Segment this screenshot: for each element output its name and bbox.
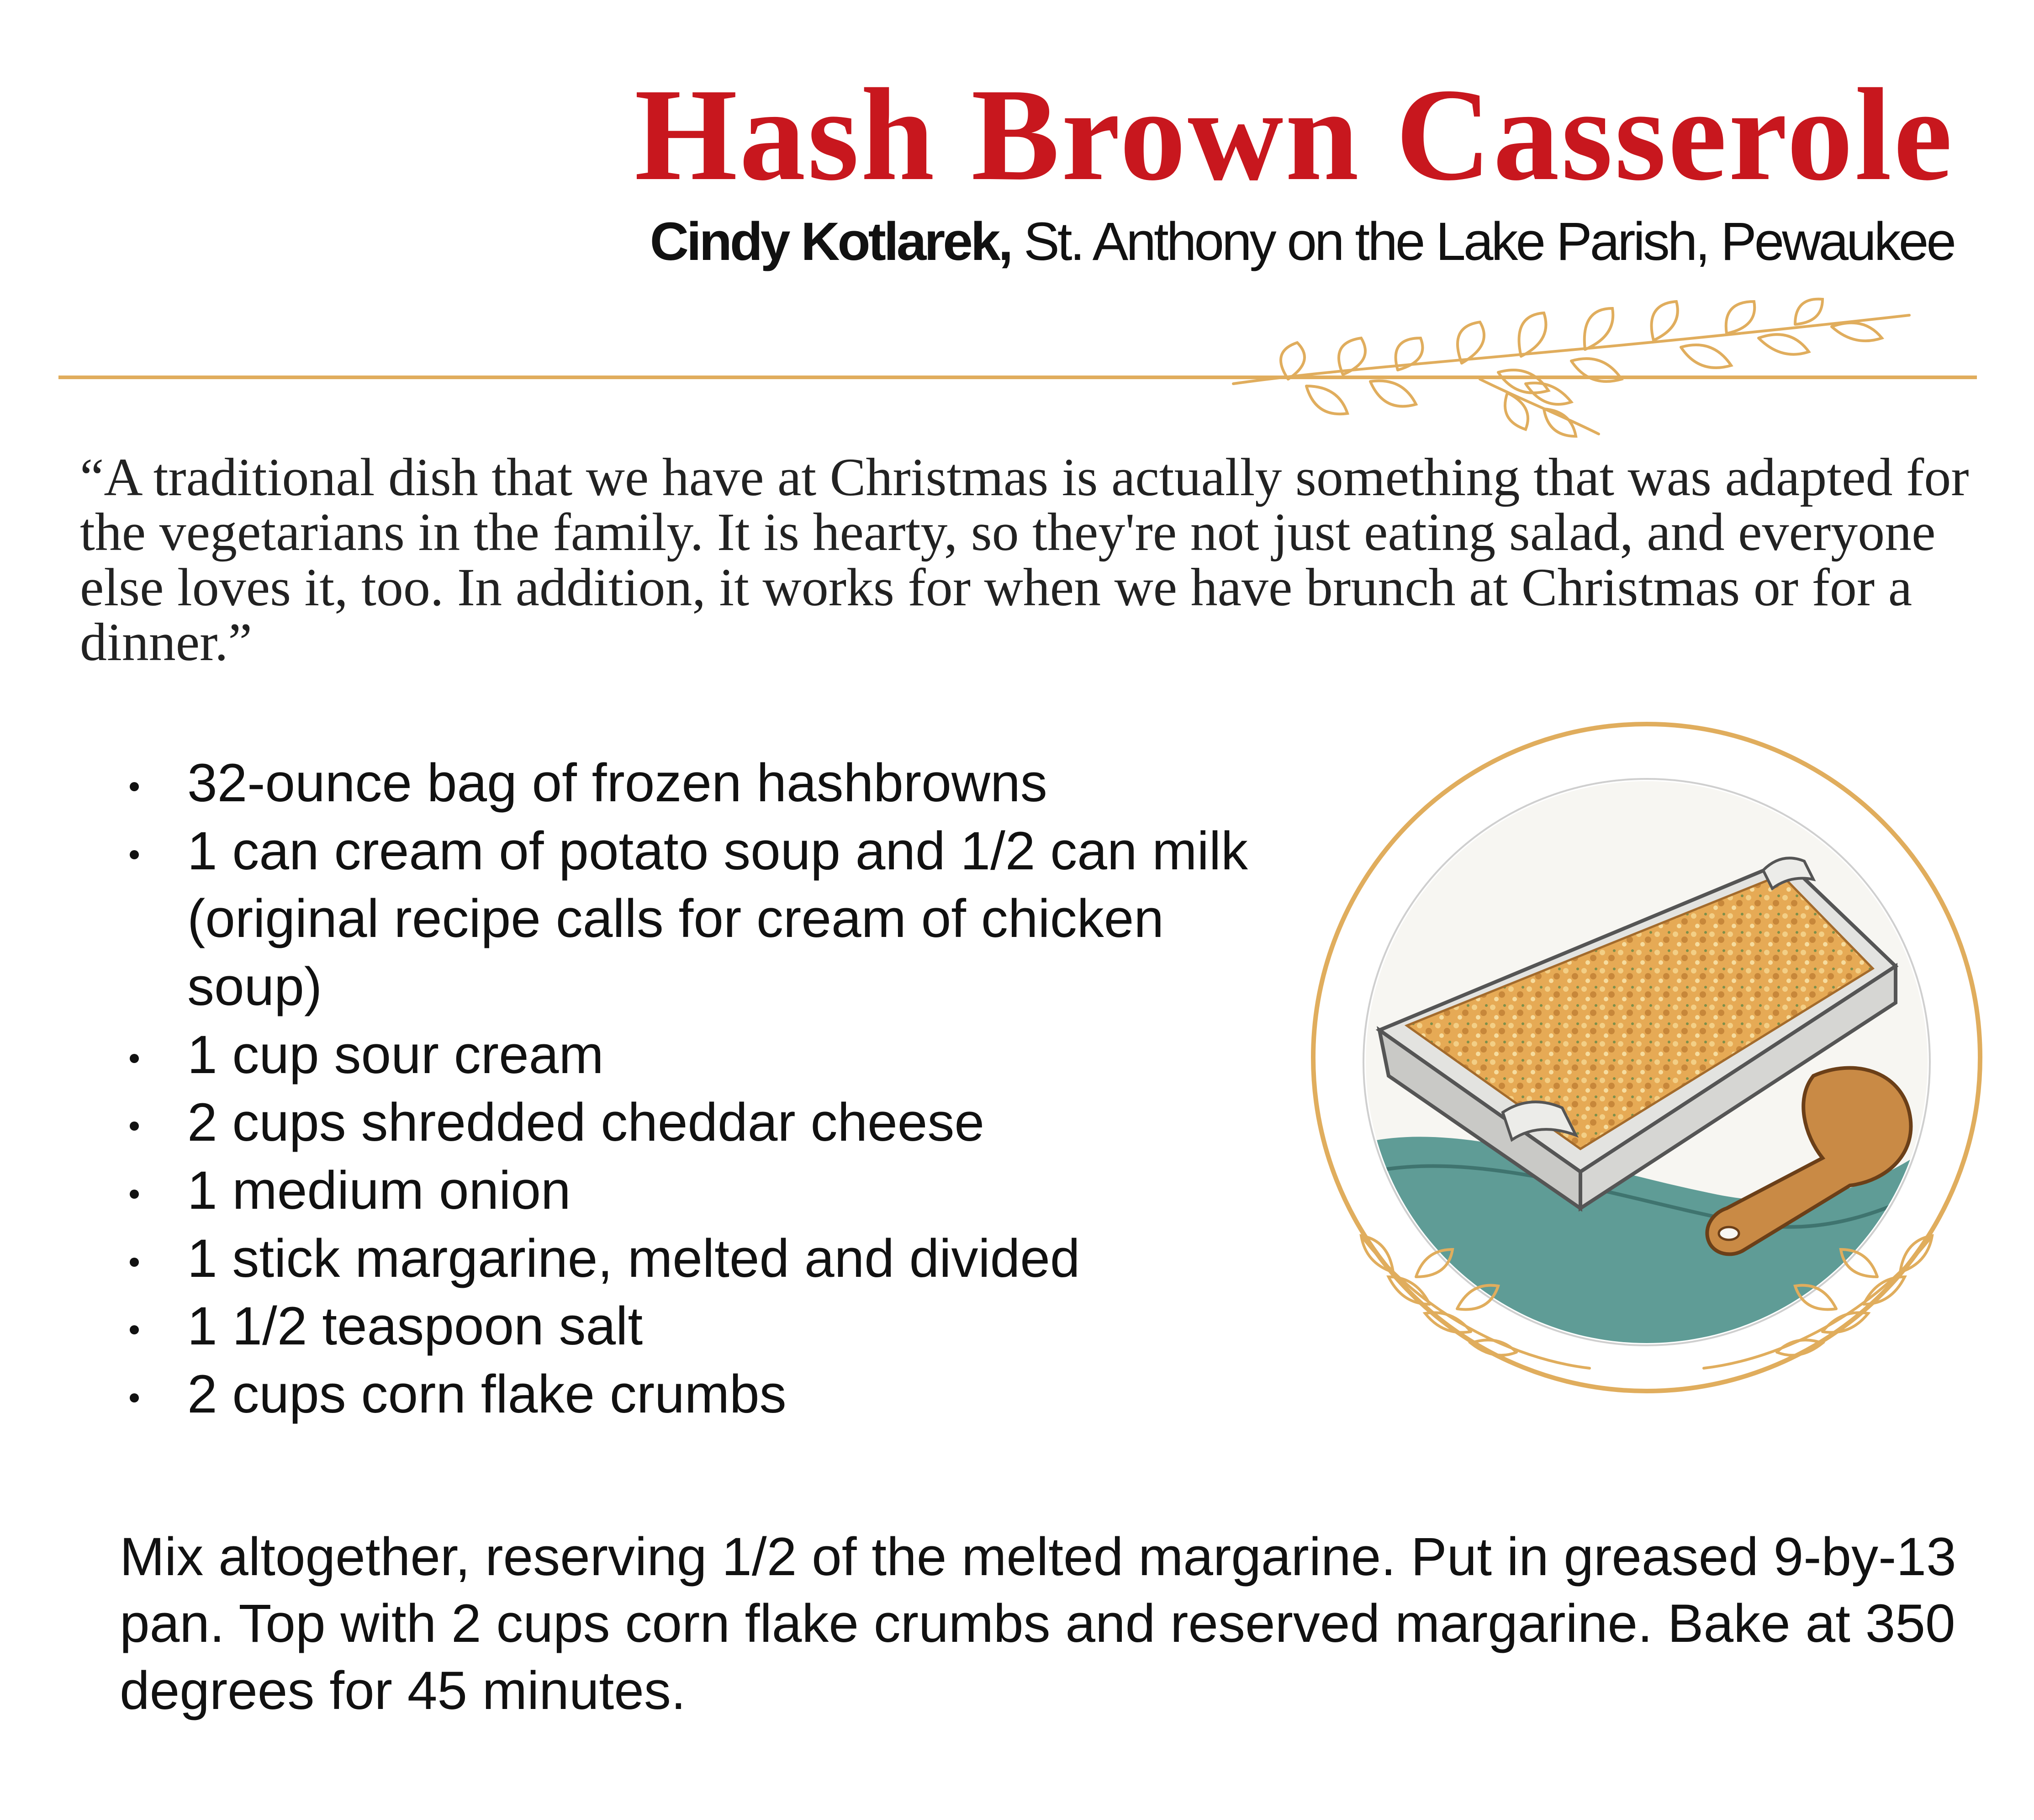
- laurel-sprig-icon: [1224, 297, 1928, 448]
- casserole-dish-illustration: [1306, 710, 1987, 1405]
- author-name: Cindy Kotlarek,: [650, 212, 1011, 272]
- intro-quote: “A traditional dish that we have at Christmas is actually something that was adapted for the vegetarians in the family. It is hearty, so they're not just eating salad, and everyone else loves it, too. In addition, it works for when we have brunch at Christmas or for a dinner.”: [80, 447, 1969, 672]
- ingredient-item: 2 cups corn flake crumbs: [123, 1360, 1288, 1428]
- ingredient-item: 1 cup sour cream: [123, 1021, 1288, 1089]
- directions-text: Mix altogether, reserving 1/2 of the melted margarine. Put in greased 9-by-13 pan. Top with 2 cups corn flake crumbs and reserved margarine. Bake at 350 degrees for 45 minutes.: [120, 1527, 1956, 1721]
- ingredient-item: 1 can cream of potato soup and 1/2 can milk (original recipe calls for cream of chicken soup): [123, 817, 1288, 1021]
- recipe-title: Hash Brown Casserole: [634, 61, 1954, 208]
- ingredient-item: 32-ounce bag of frozen hashbrowns: [123, 749, 1288, 817]
- ingredient-item: 1 stick margarine, melted and divided: [123, 1225, 1288, 1293]
- ingredient-item: 1 medium onion: [123, 1157, 1288, 1225]
- byline: [650, 212, 1954, 272]
- ingredient-item: 1 1/2 teaspoon salt: [123, 1292, 1288, 1360]
- ingredient-item: 2 cups shredded cheddar cheese: [123, 1089, 1288, 1157]
- author-affiliation: St. Anthony on the Lake Parish, Pewaukee: [1011, 212, 1954, 272]
- ingredient-list: [123, 749, 1288, 1428]
